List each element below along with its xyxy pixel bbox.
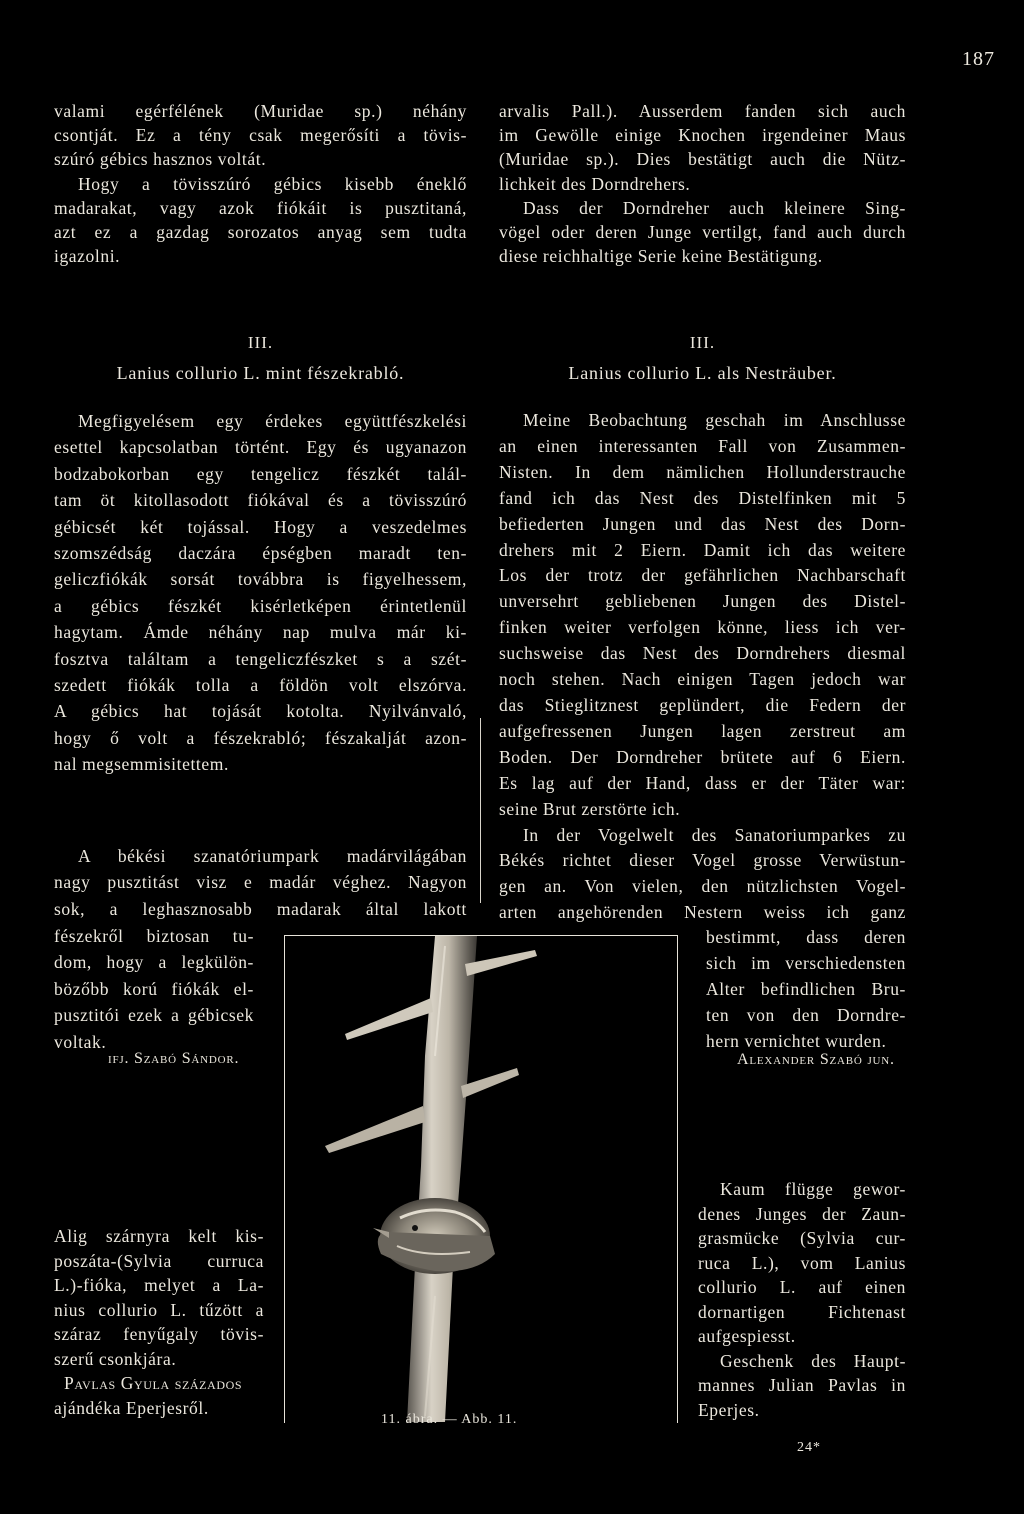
text-line: Boden. Der Dorndreher brütete auf 6 Eiern.	[499, 746, 906, 767]
text-line: Hogy a tövisszúró gébics kisebb éneklő	[78, 173, 467, 194]
caption-line: Geschenk des Haupt-	[720, 1350, 906, 1371]
right-intro	[499, 99, 906, 268]
caption-line: grasmücke (Sylvia cur-	[698, 1228, 906, 1248]
text-line: Megfigyelésem egy érdekes együttfészkelési	[78, 411, 467, 431]
text-line: szomszédság daczára épségben maradt ten-	[54, 543, 467, 564]
text-line: azt ez a gazdag sorozatos anyag sem tudta	[54, 222, 467, 243]
figure-caption-hungarian	[54, 1224, 264, 1420]
caption-line: száraz fenyűgaly tövis-	[54, 1324, 264, 1344]
text-line: arvalis Pall.). Ausserdem fanden sich auch	[499, 101, 906, 121]
text-line: Dass der Dorndreher auch kleinere Sing-	[523, 197, 906, 218]
text-line: szúró gébics hasznos voltát.	[54, 149, 267, 170]
right-section-number: III.	[689, 333, 716, 352]
text-line: In der Vogelwelt des Sanatoriumparkes zu	[523, 824, 906, 845]
text-line: Nisten. In dem nämlichen Hollunderstrauche	[499, 461, 906, 482]
text-line: sich im verschiedensten	[706, 952, 906, 973]
text-line: a gébics fészkét kisérletképen érintetlenül	[54, 595, 467, 616]
text-line: A békési szanatóriumpark madárvilágában	[78, 846, 467, 866]
text-line: igazolni.	[54, 246, 121, 267]
caption-line: collurio L. auf einen	[698, 1277, 906, 1297]
text-line: esettel kapcsolatban történt. Egy és ugyanazon	[54, 437, 467, 458]
right-body	[499, 408, 906, 926]
caption-line: ruca L.), vom Lanius	[698, 1252, 906, 1273]
text-line: befiederten Jungen und das Nest des Dorn-	[499, 513, 906, 534]
caption-line: Kaum flügge gewor-	[720, 1179, 906, 1199]
text-line: hern vernichtet wurden.	[706, 1030, 887, 1051]
figure-photo-thorn-branch	[285, 936, 677, 1422]
left-intro	[54, 99, 467, 268]
text-line: A gébics hat tojását kotolta. Nyilvánvaló,	[54, 701, 467, 722]
left-signature: ifj. Szabó Sándor.	[108, 1050, 240, 1067]
left-body	[54, 408, 467, 778]
text-line: bestimmt, dass deren	[706, 927, 906, 947]
caption-line: Alig szárnyra kelt kis-	[54, 1226, 264, 1246]
text-line: Meine Beobachtung geschah im Anschlusse	[523, 410, 906, 430]
text-line: im Gewölle einige Knochen irgendeiner Maus	[499, 125, 906, 146]
text-line: vögel oder deren Junge vertilgt, fand auch durch	[499, 222, 906, 243]
text-line: fand ich das Nest des Distelfinken mit 5	[499, 487, 906, 508]
right-narrow	[706, 925, 906, 1055]
text-line: aufgefressenen Jungen lagen zerstreut am	[499, 720, 906, 741]
text-line: Békés richtet dieser Vogel grosse Verwüstun-	[499, 850, 906, 871]
text-line: gébicsét két tojással. Hogy a veszedelmes	[54, 516, 467, 537]
text-line: szedett fiókák tolla a földön volt elszórva.	[54, 675, 467, 696]
text-line: madarakat, vagy azok fiókáit is pusztitaná,	[54, 197, 467, 218]
text-line: unversehrt gebliebenen Jungen des Distel-	[499, 591, 906, 612]
text-line: an einen interessanten Fall von Zusammen-	[499, 435, 906, 456]
text-line: hagytam. Ámde néhány nap mulva már ki-	[54, 622, 467, 643]
text-line: suchsweise das Nest des Dorndrehers diesmal	[499, 643, 906, 664]
left-section-number: III.	[247, 333, 274, 352]
column-divider	[480, 718, 481, 903]
caption-line: denes Junges der Zaun-	[698, 1203, 906, 1224]
text-line: fosztva találtam a tengeliczfészket s a szét-	[54, 648, 467, 669]
right-section-title: Lanius collurio L. als Nesträuber.	[568, 363, 837, 383]
text-line: pusztitói ezek a gébicsek	[54, 1005, 254, 1026]
page-number: 187	[962, 48, 995, 70]
text-line: voltak.	[54, 1031, 107, 1052]
left-section-title: Lanius collurio L. mint fészekrabló.	[116, 363, 405, 383]
text-line: lichkeit des Dorndrehers.	[499, 173, 691, 194]
text-line: sok, a leghasznosabb madarak által lakott	[54, 898, 467, 919]
caption-line: Eperjes.	[698, 1399, 760, 1420]
caption-line: poszáta-(Sylvia curruca	[54, 1250, 264, 1271]
text-line: tam öt kitollasodott fiókával és a tövisszúró	[54, 490, 467, 511]
caption-line: szerű csonkjára.	[54, 1348, 177, 1369]
text-line: finken weiter verfolgen könne, liess ich ver-	[499, 617, 906, 638]
caption-line: L.)-fióka, melyet a La-	[54, 1275, 264, 1295]
text-line: arten angehörenden Nestern weiss ich ganz	[499, 902, 906, 923]
figure-caption-german	[698, 1177, 906, 1422]
text-line: ten von den Dorndre-	[706, 1004, 906, 1025]
text-line: fészekről biztosan tu-	[54, 926, 254, 946]
text-line: hogy ő volt a fészekrabló; fészakalját azon-	[54, 727, 467, 748]
text-line: diese reichhaltige Serie keine Bestätigung.	[499, 246, 823, 267]
text-line: nagy pusztitást visz e madár véghez. Nagyon	[54, 872, 467, 893]
right-signature: Alexander Szabó jun.	[737, 1051, 895, 1068]
text-line: gen an. Von vielen, den nützlichsten Vogel-	[499, 876, 906, 897]
text-line: das Stieglitznest geplündert, die Federn der	[499, 694, 906, 715]
text-line: valami egérfélének (Muridae sp.) néhány	[54, 101, 467, 121]
text-line: csontját. Ez a tény csak megerősíti a tövis-	[54, 125, 467, 146]
text-line: geliczfiókák sorsát továbbra is figyelhessem,	[54, 569, 467, 590]
left-para2-narrow	[54, 923, 254, 1055]
text-line: (Muridae sp.). Dies bestätigt auch die Nütz-	[499, 149, 906, 170]
figure-label: 11. ábra. — Abb. 11.	[381, 1412, 518, 1427]
caption-line: Pavlas Gyula százados	[64, 1373, 243, 1393]
caption-line: mannes Julian Pavlas in	[698, 1375, 906, 1395]
text-line: bodzabokorban egy tengelicz fészkét talál-	[54, 463, 467, 484]
signature-mark: 24*	[797, 1440, 821, 1455]
caption-line: ajándéka Eperjesről.	[54, 1397, 209, 1418]
text-line: seine Brut zerstörte ich.	[499, 798, 681, 819]
text-line: Los der trotz der gefährlichen Nachbarschaft	[499, 565, 906, 586]
left-para2	[54, 843, 467, 922]
caption-line: nius collurio L. tűzött a	[54, 1299, 264, 1320]
text-line: drehers mit 2 Eiern. Damit ich das weitere	[499, 539, 906, 560]
text-line: dom, hogy a legkülön-	[54, 952, 254, 973]
text-line: Alter befindlichen Bru-	[706, 978, 906, 999]
text-line: noch stehen. Nach einigen Tagen jedoch war	[499, 669, 906, 690]
text-line: Es lag auf der Hand, dass er der Täter war:	[499, 772, 906, 793]
caption-line: aufgespiesst.	[698, 1326, 796, 1346]
text-line: bözőbb korú fiókák el-	[54, 978, 254, 999]
text-line: nal megsemmisitettem.	[54, 754, 229, 775]
caption-line: dornartigen Fichtenast	[698, 1301, 906, 1322]
